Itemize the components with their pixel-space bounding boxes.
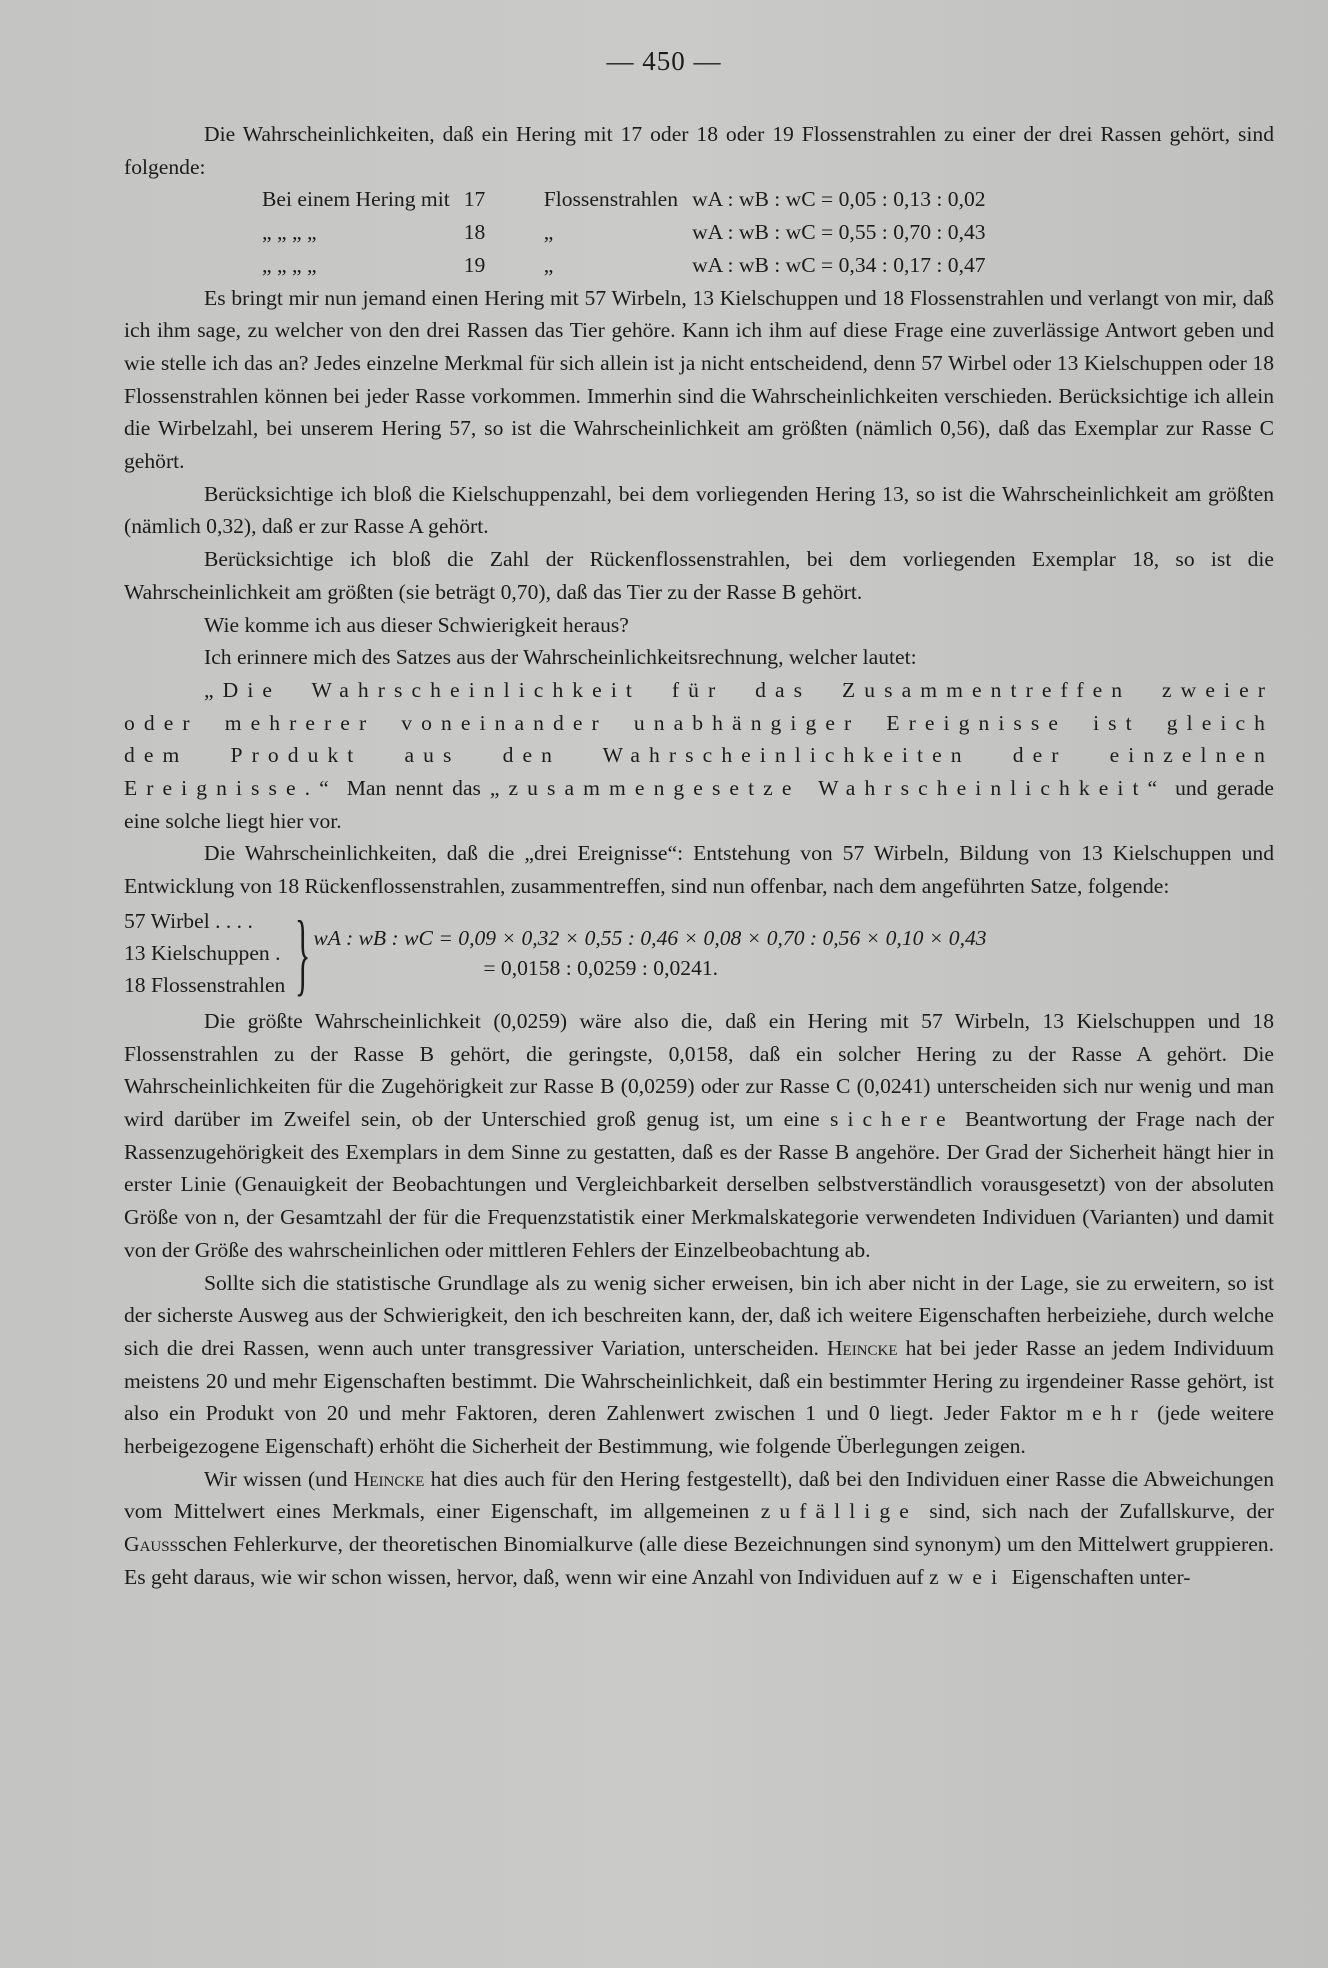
ratio-table — [262, 183, 1000, 281]
ratio-label: „ — [543, 252, 554, 277]
paragraph-rays: Berücksichtige ich bloß die Zahl der Rückenflossenstrahlen, bei dem vorliegenden Exemplar 18, so ist die Wahrscheinlichkeit am größten (sie beträgt 0,70), daß das Tier zu der Rasse B gehört. — [124, 547, 1274, 604]
brace-icon: } — [295, 901, 311, 1004]
ratio-equation: wA : wB : wC = 0,55 : 0,70 : 0,43 — [692, 220, 986, 245]
page-number: — 450 — — [606, 46, 722, 76]
paragraph-intro: Die Wahrscheinlichkeiten, daß ein Hering mit 17 oder 18 oder 19 Flossenstrahlen zu einer der drei Rassen gehört, sind folgende: — [124, 122, 1274, 179]
spaced-sichere: sichere — [829, 1106, 955, 1131]
basis-text-c: (jede weitere herbeigezogene Eigenschaft) erhöht die Sicherheit der Bestimmung, wie folgende Überlegungen zeigen. — [124, 1401, 1274, 1459]
spaced-zufaellige: zufällige — [760, 1499, 918, 1524]
paragraph-events: Die Wahrscheinlichkeiten, daß die „drei Ereignisse“: Entstehung von 57 Wirbeln, Bildung von 13 Kielschuppen und Entwicklung von 18 Rückenflossenstrahlen, zusammentreffen, sind nun offenbar, nach dem angeführten Satze, folgende: — [124, 841, 1274, 899]
paragraph-result — [124, 1005, 1274, 1267]
basis-text-b: hat bei jeder Rasse an jedem Individuum meistens 20 und mehr Eigenschaften bestimmt. Die Wahrscheinlichkeit, daß ein bestimmter Hering zu irgendeiner Rasse gehört, ist also ein Produkt von 20 und mehr Faktoren, deren Zahlenwert zwischen 1 und 0 liegt. Jeder Faktor — [124, 1335, 1274, 1426]
ratio-label: „ — [543, 220, 554, 245]
spaced-theorem: „Die Wahrscheinlichkeit für das Zusammentreffen zweier oder mehrerer voneinander unabhängiger Ereignisse ist gleich dem Produkt aus den Wahrscheinlichkeiten der einzelnen Ereignisse.“ — [124, 677, 1274, 801]
theorem-text-a: Man nennt das — [337, 776, 490, 801]
ratio-equation: wA : wB : wC = 0,34 : 0,17 : 0,47 — [692, 252, 986, 277]
ratio-num: 19 — [463, 252, 486, 277]
paragraph-question: Es bringt mir nun jemand einen Hering mit 57 Wirbeln, 13 Kielschuppen und 18 Flossenstrahlen und verlangt von mir, daß ich ihm sage, zu welcher von den drei Rassen das Tier gehöre. Kann ich ihm auf diese Frage eine zuverlässige Antwort geben und wie stelle ich das an? Jedes einzelne Merkmal für sich allein ist ja nicht entscheidend, denn 57 Wirbel oder 13 Kielschuppen oder 18 Flossenstrahlen können bei jeder Rasse vorkommen. Immerhin sind die Wahrscheinlichkeiten verschieden. Berücksichtige ich allein die Wirbelzahl, bei unserem Hering 57, so ist die Wahrscheinlichkeit am größten (nämlich 0,56), daß das Exemplar zur Rasse C gehört. — [124, 285, 1274, 474]
body-text — [124, 118, 1274, 1594]
calc-labels — [124, 905, 293, 1001]
ratio-prefix: „ „ „ „ — [262, 252, 317, 277]
paragraph-scales: Berücksichtige ich bloß die Kielschuppenzahl, bei dem vorliegenden Hering 13, so ist die Wahrscheinlichkeit am größten (nämlich 0,32), daß er zur Rasse A gehört. — [124, 481, 1274, 539]
theorem-text-b: und gerade eine solche liegt hier vor. — [124, 776, 1274, 833]
calc-equations — [313, 923, 986, 983]
author-gauss: Gauss — [124, 1532, 178, 1557]
ratio-row — [262, 183, 1000, 216]
deviation-text-c: sind, sich nach der Zufallskurve, der — [917, 1499, 1274, 1524]
calc-label: 13 Kielschuppen . — [124, 940, 281, 965]
result-text-b: Beantwortung der Frage nach der Rassenzugehörigkeit des Exemplars in dem Sinne zu gestatten, daß es der Rasse B angehöre. Der Grad der Sicherheit hängt hier in erster Linie (Genauigkeit der Beobachtungen und Vergleichbarkeit derselben selbstverständlich vorausgesetzt) von der absoluten Größe von n, der Gesamtzahl der für die Frequenzstatistik einer Merkmalskategorie verwendeten Individuen (Varianten) und damit von der Größe des wahrscheinlichen oder mittleren Fehlers der Einzelbeobachtung ab. — [124, 1106, 1274, 1262]
calc-line-1: wA : wB : wC = 0,09 × 0,32 × 0,55 : 0,46 × 0,08 × 0,70 : 0,56 × 0,10 × 0,43 — [313, 925, 987, 950]
ratio-prefix: „ „ „ „ — [262, 220, 317, 245]
calc-line-2: = 0,0158 : 0,0259 : 0,0241. — [483, 955, 719, 980]
paragraph-difficulty: Wie komme ich aus dieser Schwierigkeit heraus? — [204, 612, 629, 637]
ratio-row — [262, 216, 1000, 249]
ratio-row — [262, 249, 1000, 282]
spaced-term: „zusammengesetze Wahrscheinlichkeit“ — [489, 776, 1167, 801]
paragraph-deviation — [124, 1463, 1274, 1594]
paragraph-theorem — [124, 674, 1274, 838]
result-text-a: Die größte Wahrscheinlichkeit (0,0259) wäre also die, daß ein Hering mit 57 Wirbeln, 13 Kielschuppen und 18 Flossenstrahlen zu der Rasse B gehört, die geringste, 0,0158, daß ein solcher Hering zu der Rasse A gehört. Die Wahrscheinlichkeiten für die Zugehörigkeit zur Rasse B (0,0259) oder zur Rasse C (0,0241) unterscheiden sich nur wenig und man wird darüber im Zweifel sein, ob der Unterschied groß genug ist, um eine — [124, 1008, 1274, 1131]
paragraph-recall: Ich erinnere mich des Satzes aus der Wahrscheinlichkeitsrechnung, welcher lautet: — [204, 645, 917, 670]
basis-text-a: Sollte sich die statistische Grundlage als zu wenig sicher erweisen, bin ich aber nicht in der Lage, sie zu erweitern, so ist der sicherste Ausweg aus der Schwierigkeit, den ich beschreiten kann, der, daß ich weitere Eigenschaften herbeiziehe, durch welche sich die drei Rassen, wenn auch unter transgressiver Variation, unterscheiden. — [124, 1270, 1274, 1360]
calc-label: 18 Flossenstrahlen — [124, 972, 286, 997]
deviation-text-a: Wir wissen (und — [204, 1466, 354, 1491]
ratio-num: 18 — [463, 220, 486, 245]
author-heincke: Heincke — [826, 1335, 898, 1360]
author-heincke: Heincke — [353, 1466, 425, 1491]
ratio-prefix: Bei einem Hering mit — [262, 187, 450, 212]
ratio-num: 17 — [463, 187, 486, 212]
calculation-block — [124, 901, 1274, 1004]
calc-label: 57 Wirbel . . . . — [124, 908, 253, 933]
deviation-text-d: schen Fehlerkurve, der theoretischen Binomialkurve (alle diese Bezeichnungen sind synonym) um den Mittelwert gruppieren. Es geht daraus, wie wir schon wissen, hervor, daß, wenn wir eine Anzahl von Individuen auf — [124, 1532, 1274, 1589]
spaced-zwei: zwei — [929, 1564, 1007, 1589]
deviation-text-e: Eigenschaften unter- — [1006, 1564, 1191, 1589]
deviation-text-b: hat dies auch für den Hering festgestellt), daß bei den Individuen einer Rasse die Abweichungen vom Mittelwert eines Merkmals, einer Eigenschaft, im allgemeinen — [124, 1466, 1274, 1524]
paragraph-basis — [124, 1267, 1274, 1463]
ratio-equation: wA : wB : wC = 0,05 : 0,13 : 0,02 — [692, 187, 986, 212]
spaced-mehr: mehr — [1066, 1401, 1147, 1426]
ratio-label: Flossenstrahlen — [543, 187, 679, 212]
